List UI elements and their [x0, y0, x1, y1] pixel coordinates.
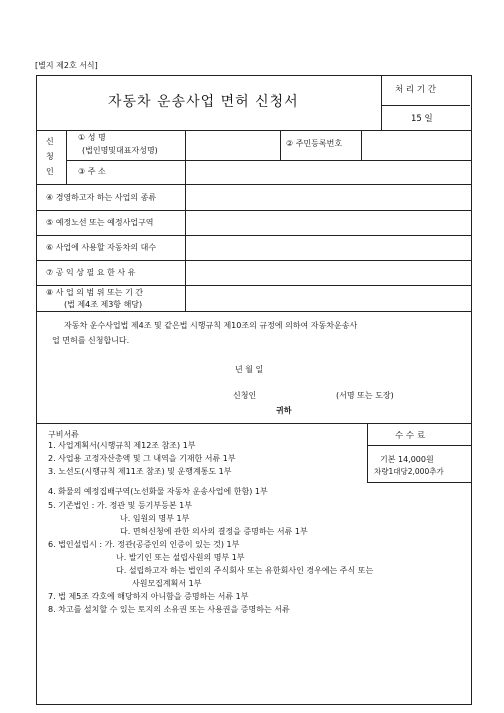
- name-field[interactable]: [186, 131, 280, 160]
- documents-title: 구비서류: [48, 430, 79, 439]
- fee-base: 기본 14,000원: [380, 455, 434, 464]
- statement-line-2: 업 면허를 신청합니다.: [52, 336, 130, 345]
- doc-line-6d: 사원모집계획서 1부: [132, 579, 202, 588]
- resident-id-field[interactable]: [362, 131, 470, 160]
- item-route: ⑤ 예정노선 또는 예정사업구역: [46, 218, 154, 227]
- form-reference: [별지 제2호 서식]: [35, 61, 98, 70]
- recipient: 귀하: [276, 406, 292, 415]
- address-label: ③ 주 소: [78, 167, 106, 176]
- name-label: ① 성 명: [78, 133, 106, 142]
- doc-line-6c: 다. 설립하고자 하는 법인의 주식회사 또는 유한회사인 경우에는 주식 또는: [116, 566, 374, 575]
- application-date: 년 월 일: [235, 365, 264, 374]
- item-scope: ⑧ 사 업 의 범 위 또는 기 간: [46, 288, 144, 297]
- processing-period-value: 15 일: [411, 114, 433, 124]
- form-title: 자동차 운송사업 면허 신청서: [108, 94, 299, 110]
- doc-line-2: 2. 사업용 고정자산총액 및 그 내역을 기재한 서류 1부: [48, 454, 236, 463]
- vehicle-count-field[interactable]: [186, 236, 470, 260]
- statement-line-1: 자동차 운수사업법 제4조 및 같은법 시행규칙 제10조의 규정에 의하여 자동차운송사: [64, 321, 358, 330]
- doc-line-8: 8. 차고를 설치할 수 있는 토지의 소유권 또는 사용권을 증명하는 서류: [48, 605, 290, 614]
- fee-label: 수 수 료: [395, 431, 426, 441]
- item-scope-note: (법 제4조 제3항 해당): [64, 300, 143, 309]
- scope-field[interactable]: [186, 286, 470, 311]
- route-field[interactable]: [186, 211, 470, 235]
- fee-extra: 차량1대당2,000추가: [374, 467, 444, 476]
- doc-line-3: 3. 노선도(시행규칙 제11조 참조) 및 운행계통도 1부: [48, 467, 232, 476]
- doc-line-7: 7. 법 제5조 각호에 해당하지 아니함을 증명하는 서류 1부: [48, 592, 249, 601]
- doc-line-5c: 다. 면허신청에 관한 의사의 결정을 증명하는 서류 1부: [120, 527, 308, 536]
- doc-line-5: 5. 기존법인 : 가. 정관 및 등기부등본 1부: [48, 501, 192, 510]
- signature-note: (서명 또는 도장): [336, 391, 394, 400]
- doc-line-4: 4. 화물의 예정집배구역(노선화물 자동차 운송사업에 한함) 1부: [48, 487, 268, 496]
- address-field[interactable]: [186, 161, 470, 184]
- item-vehicle-count: ⑥ 사업에 사용할 자동차의 대수: [46, 243, 157, 252]
- applicant-label-2: 청: [46, 152, 54, 161]
- item-public-reason: ⑦ 공 익 상 필 요 한 사 유: [46, 268, 136, 277]
- doc-line-1: 1. 사업계획서(시행규칙 제12조 참조) 1부: [48, 441, 196, 450]
- doc-line-6: 6. 법인설립시 : 가. 정관(공증인의 인증이 있는 것) 1부: [48, 540, 240, 549]
- name-sublabel: (법인명및대표자성명): [82, 146, 158, 155]
- doc-line-5b: 나. 임원의 명부 1부: [120, 514, 190, 523]
- applicant-sign-label: 신청인: [233, 391, 257, 400]
- applicant-label-3: 인: [46, 167, 54, 176]
- item-business-type: ④ 경영하고자 하는 사업의 종류: [46, 193, 157, 202]
- business-type-field[interactable]: [186, 185, 470, 210]
- processing-period-label: 처 리 기 간: [395, 85, 436, 95]
- doc-line-6b: 나. 발기인 또는 설립사원의 명부 1부: [116, 553, 245, 562]
- applicant-label-1: 신: [46, 137, 54, 146]
- public-reason-field[interactable]: [186, 261, 470, 285]
- resident-id-label: ② 주민등록번호: [286, 139, 343, 148]
